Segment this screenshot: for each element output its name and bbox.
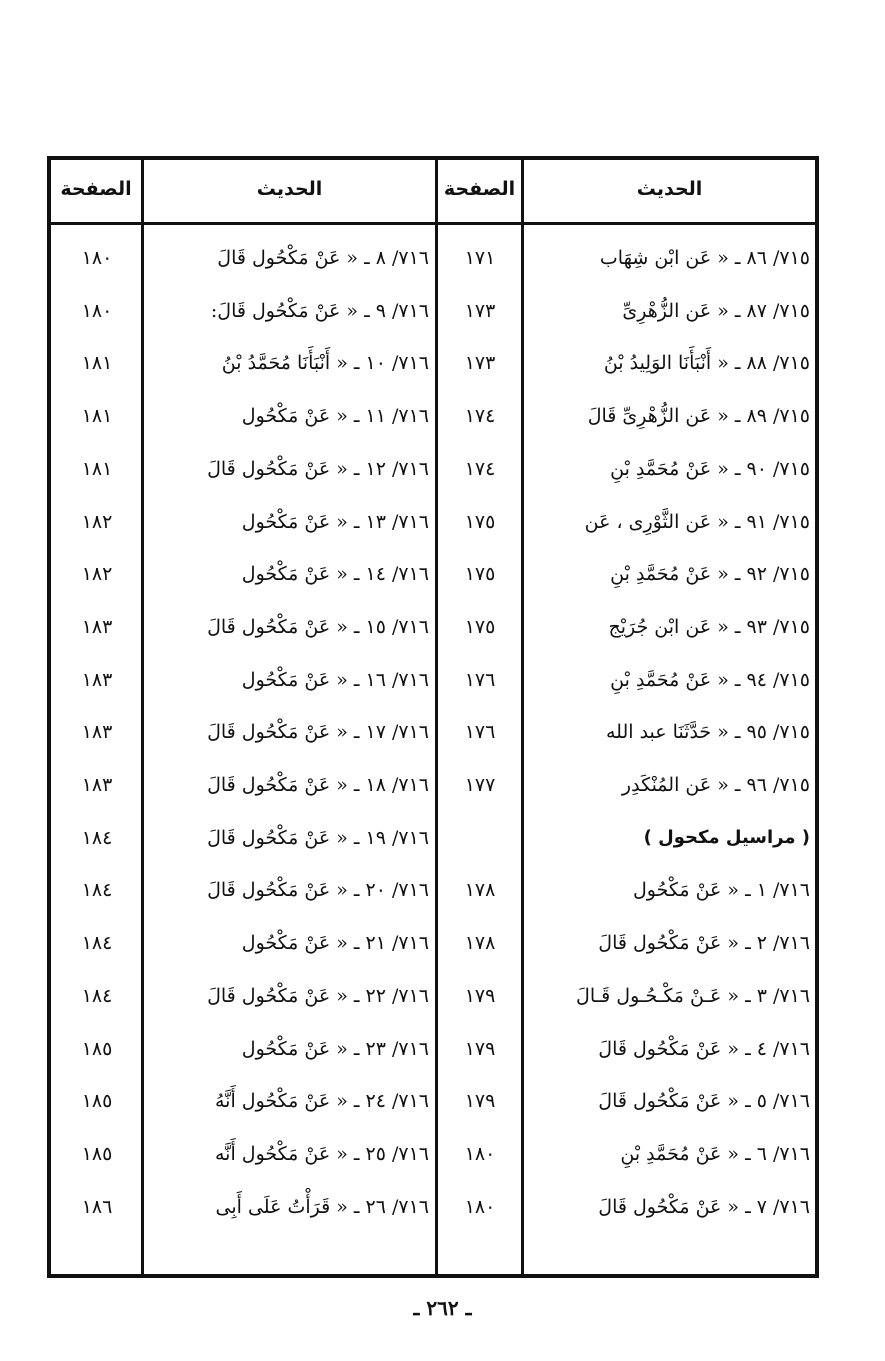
hadith-entry: ٧١٦/ ٢٥ ـ « عَنْ مَكْحُول أَنَّه (215, 1142, 429, 1165)
page-number-cell: ١٧٦ (464, 668, 496, 691)
page-number-cell: ١٧٥ (464, 563, 496, 586)
page-number-cell: ١٧٩ (464, 984, 496, 1007)
page-number-cell: ١٨٠ (464, 1195, 496, 1218)
page-number-cell: ١٧٥ (464, 510, 496, 533)
page-number-cell: ١٨٥ (81, 1090, 113, 1113)
page-number-cell: ١٨٣ (81, 668, 113, 691)
hadith-entry: ٧١٥/ ٩٤ ـ « عَنْ مُحَمَّدِ بْنِ (610, 668, 810, 691)
hadith-entry: ٧١٦/ ١ ـ « عَنْ مَكْحُول (632, 879, 810, 902)
page-number-cell: ١٨٣ (81, 721, 113, 744)
hadith-entry: ٧١٦/ ١٣ ـ « عَنْ مَكْحُول (241, 510, 429, 533)
page-number-cell: ١٧٣ (464, 299, 496, 322)
hadith-entry: ٧١٦/ ١١ ـ « عَنْ مَكْحُول (241, 405, 429, 428)
page-number-cell: ١٨١ (81, 457, 113, 480)
hadith-entry: ٧١٦/ ٣ ـ « عَـنْ مَكْـحُـول قَـالَ (576, 984, 810, 1007)
header-divider (51, 222, 815, 225)
column-divider-right-page (521, 160, 524, 1274)
page-number-cell: ١٨٥ (81, 1142, 113, 1165)
hadith-entry: ٧١٥/ ٩٢ ـ « عَنْ مُحَمَّدِ بْنِ (610, 563, 810, 586)
page-number-cell: ١٧٨ (464, 932, 496, 955)
hadith-entry: ٧١٦/ ١٦ ـ « عَنْ مَكْحُول (241, 668, 429, 691)
page-number-cell: ١٧٩ (464, 1037, 496, 1060)
hadith-entry: ٧١٦/ ١٨ ـ « عَنْ مَكْحُول قَالَ (207, 774, 429, 796)
hadith-entry: ٧١٦/ ٢٦ ـ « قَرَأْتُ عَلَى أَبِى (215, 1195, 429, 1218)
hadith-entry: ٧١٦/ ٦ ـ « عَنْ مُحَمَّدِ بْنِ (620, 1142, 810, 1165)
hadith-entry: ٧١٥/ ٨٧ ـ « عَن الزُّهْرِىِّ (622, 299, 810, 322)
page-number-cell: ١٧٤ (464, 405, 496, 428)
header-page-right: الصفحة (443, 178, 516, 200)
page-number-cell: ١٨٦ (81, 1195, 113, 1218)
hadith-entry: ٧١٦/ ٢٤ ـ « عَنْ مَكْحُول أَنَّهُ (215, 1090, 429, 1113)
page-number-cell: ١٧٦ (464, 721, 496, 744)
page-number-cell: ١٧٥ (464, 615, 496, 638)
header-hadith-right: الحديث (636, 178, 703, 200)
hadith-entry: ٧١٥/ ٩٦ ـ « عَن المُنْكَدِر (621, 774, 810, 796)
hadith-entry: ٧١٥/ ٩٥ ـ « حَدَّثَنَا عبد الله (605, 721, 810, 744)
hadith-entry: ٧١٦/ ٢٠ ـ « عَنْ مَكْحُول قَالَ (207, 879, 429, 902)
page-number-cell: ١٨٣ (81, 615, 113, 638)
page-number: ـ ٢٦٢ ـ (413, 1296, 472, 1320)
hadith-entry: ٧١٦/ ٢٢ ـ « عَنْ مَكْحُول قَالَ (207, 984, 429, 1007)
page-number-cell: ١٨٣ (81, 774, 113, 796)
page-number-cell: ١٧٧ (464, 774, 496, 796)
hadith-index-table (47, 156, 819, 1278)
hadith-entry: ٧١٦/ ١٤ ـ « عَنْ مَكْحُول (241, 563, 429, 586)
column-divider-middle (435, 160, 438, 1274)
page-number-cell (441, 812, 519, 864)
hadith-entry: ٧١٥/ ٨٦ ـ « عَن ابْن شِهَاب (599, 247, 810, 269)
column-divider-left-page (141, 160, 144, 1274)
page-number-cell: ١٨٢ (81, 563, 113, 586)
page-number-cell: ١٧٩ (464, 1090, 496, 1113)
hadith-entry: ٧١٦/ ٩ ـ « عَنْ مَكْحُول قَالَ: (210, 299, 429, 322)
header-page-left: الصفحة (60, 178, 132, 200)
page-number-cell: ١٧٨ (464, 879, 496, 902)
page-number-cell: ١٨٠ (464, 1142, 496, 1165)
hadith-entry: ٧١٦/ ١٠ ـ « أَنْبَأَنَا مُحَمَّدُ بْنُ (221, 352, 429, 375)
hadith-entry: ٧١٦/ ٥ ـ « عَنْ مَكْحُول قَالَ (598, 1090, 810, 1113)
hadith-entry: ٧١٦/ ٨ ـ « عَنْ مَكْحُول قَالَ (217, 247, 429, 269)
page-number-cell: ١٨٠ (81, 299, 113, 322)
hadith-entry: ٧١٦/ ١٢ ـ « عَنْ مَكْحُول قَالَ (207, 457, 429, 480)
hadith-entry: ٧١٦/ ٢٣ ـ « عَنْ مَكْحُول (241, 1037, 429, 1060)
hadith-entry: ٧١٥/ ٨٩ ـ « عَن الزُّهْرِىِّ قَالَ (587, 405, 810, 428)
section-heading: ( مراسيل مكحول ) (643, 827, 810, 849)
hadith-entry: ٧١٥/ ٩٣ ـ « عَن ابْن جُرَيْج (608, 615, 810, 638)
page-number-cell: ١٨١ (81, 352, 113, 375)
hadith-entry: ٧١٦/ ٢ ـ « عَنْ مَكْحُول قَالَ (598, 932, 810, 955)
page-number-cell: ١٧٤ (464, 457, 496, 480)
page-number-cell: ١٧١ (464, 247, 496, 269)
page-number-cell: ١٨١ (81, 405, 113, 428)
page-number-cell: ١٨٠ (81, 247, 113, 269)
hadith-entry: ٧١٦/ ٤ ـ « عَنْ مَكْحُول قَالَ (598, 1037, 810, 1060)
hadith-entry: ٧١٦/ ٧ ـ « عَنْ مَكْحُول قَالَ (598, 1195, 810, 1218)
hadith-entry: ٧١٥/ ٨٨ ـ « أَنْبَأَنَا الوَلِيدُ بْنُ (603, 352, 810, 375)
page-number-cell: ١٨٥ (81, 1037, 113, 1060)
hadith-entry: ٧١٦/ ١٧ ـ « عَنْ مَكْحُول قَالَ (207, 721, 429, 744)
hadith-entry: ٧١٦/ ٢١ ـ « عَنْ مَكْحُول (241, 932, 429, 955)
hadith-entry: ٧١٥/ ٩٠ ـ « عَنْ مُحَمَّدِ بْنِ (610, 457, 810, 480)
page-number-cell: ١٨٤ (81, 984, 113, 1007)
header-hadith-left: الحديث (256, 178, 323, 200)
page-number-cell: ١٨٤ (81, 826, 113, 849)
page-number-cell: ١٨٤ (81, 932, 113, 955)
hadith-entry: ٧١٦/ ١٩ ـ « عَنْ مَكْحُول قَالَ (207, 826, 429, 849)
page-number-cell: ١٨٢ (81, 510, 113, 533)
page-number-cell: ١٨٤ (81, 879, 113, 902)
hadith-entry: ٧١٥/ ٩١ ـ « عَن الثَّوْرِى ، عَن (584, 510, 810, 533)
hadith-entry: ٧١٦/ ١٥ ـ « عَنْ مَكْحُول قَالَ (207, 615, 429, 638)
page-number-cell: ١٧٣ (464, 352, 496, 375)
